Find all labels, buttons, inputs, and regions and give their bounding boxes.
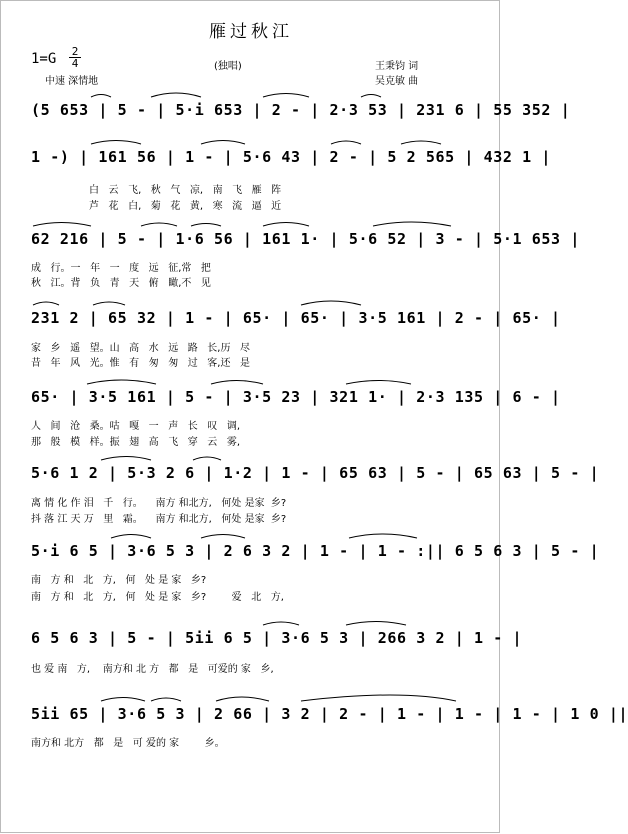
- notation-line-7: 5·i 6 5 | 3·6 5 3 | 2 6 3 2 | 1 - | 1 - :|| 6 5 6 3 | 5 - |: [31, 542, 600, 560]
- notation-line-5: 65· | 3·5 161 | 5 - | 3·5 23 | 321 1· | 2·3 135 | 6 - |: [31, 388, 561, 406]
- song-title: 雁过秋江: [209, 22, 293, 42]
- lyric-line-3a: 成 行。一 年 一 度 远 征,常 把: [31, 263, 211, 274]
- notation-line-4: 231 2 | 65 32 | 1 - | 65· | 65· | 3·5 161 | 2 - | 65· |: [31, 309, 561, 327]
- slur-arc: [111, 535, 151, 539]
- slur-arc: [93, 302, 125, 305]
- notation-line-2: 1 -) | 161 56 | 1 - | 5·6 43 | 2 - | 5 2 565 | 432 1 |: [31, 148, 552, 166]
- composer-credit: 吴克敏 曲: [375, 76, 419, 87]
- key-signature: 1=G: [31, 51, 57, 67]
- slur-arc: [101, 457, 151, 461]
- performance-note: (独唱): [214, 61, 242, 72]
- slur-arc: [91, 141, 141, 145]
- lyric-line-4b: 昔 年 风 光。惟 有 匆 匆 过 客,还 是: [31, 358, 251, 369]
- lyric-line-5b: 那 般 模 样。振 翅 高 飞 穿 云 雾,: [31, 437, 241, 448]
- tempo-marking: 中速 深情地: [45, 76, 99, 87]
- slur-arc: [101, 698, 145, 702]
- lyricist-credit: 王秉钧 词: [375, 61, 419, 72]
- slur-arc: [201, 141, 245, 145]
- lyric-line-8: 也 爱 南 方, 南方和 北 方 都 是 可爱的 家 乡,: [31, 664, 274, 675]
- slur-arc: [263, 94, 309, 98]
- lyric-line-6b: 抖 落 江 天 万 里 霜。 南方 和北方, 何处 是家 乡?: [31, 514, 287, 525]
- slur-arc: [301, 695, 456, 701]
- slur-arc: [349, 534, 417, 538]
- slur-arc: [331, 141, 361, 144]
- lyric-line-7a: 南 方 和 北 方, 何 处 是 家 乡?: [31, 575, 207, 586]
- notation-line-1: (5 653 | 5 - | 5·i 653 | 2 - | 2·3 53 | 231 6 | 55 352 |: [31, 101, 571, 119]
- slur-arc: [401, 141, 441, 144]
- notation-line-9: 5ii 65 | 3·6 5 3 | 2 66 | 3 2 | 2 - | 1 - | 1 - | 1 - | 1 0 ||: [31, 705, 628, 723]
- slur-arc: [263, 622, 299, 625]
- lyric-line-2b: 芦 花 白, 菊 花 黄, 寒 流 逼 近: [89, 201, 282, 212]
- slur-arc: [191, 224, 221, 227]
- time-signature: [69, 46, 81, 69]
- slur-arc: [361, 95, 381, 98]
- slur-arc: [87, 380, 156, 384]
- lyric-line-9: 南方和 北方 都 是 可 爱的 家 乡。: [31, 738, 225, 749]
- slur-arc: [91, 95, 111, 98]
- lyric-line-2a: 白 云 飞, 秋 气 凉, 南 飞 雁 阵: [89, 185, 282, 196]
- lyric-line-6a: 离 情 化 作 泪 千 行。 南方 和北方, 何处 是家 乡?: [31, 498, 287, 509]
- lyric-line-7b: 南 方 和 北 方, 何 处 是 家 乡? 爱 北 方,: [31, 592, 284, 603]
- notation-line-3: 62 216 | 5 - | 1·6 56 | 161 1· | 5·6 52 | 3 - | 5·1 653 |: [31, 230, 580, 248]
- slur-arc: [346, 381, 411, 385]
- time-signature-bottom: 4: [69, 57, 81, 69]
- slur-arc: [151, 698, 181, 701]
- lyric-line-4a: 家 乡 遥 望。山 高 水 远 路 长,历 尽: [31, 343, 251, 354]
- slur-arc: [201, 535, 245, 539]
- slur-arc: [151, 93, 201, 97]
- lyric-line-3b: 秋 江。背 负 青 天 俯 瞰,不 见: [31, 278, 211, 289]
- time-signature-top: 2: [71, 45, 79, 58]
- notation-line-8: 6 5 6 3 | 5 - | 5ii 6 5 | 3·6 5 3 | 266 3 2 | 1 - |: [31, 629, 523, 647]
- lyric-line-5a: 人 间 沧 桑。咕 嘎 一 声 长 叹 调,: [31, 421, 241, 432]
- slur-arc: [33, 302, 59, 305]
- slur-arc: [263, 223, 309, 227]
- slur-arc: [193, 457, 221, 460]
- slur-arc: [346, 622, 406, 626]
- slur-arc: [141, 223, 177, 226]
- slur-arc: [211, 381, 263, 385]
- slur-arc: [33, 223, 91, 227]
- slur-arc: [216, 697, 269, 701]
- slur-arc: [301, 301, 361, 305]
- notation-line-6: 5·6 1 2 | 5·3 2 6 | 1·2 | 1 - | 65 63 | 5 - | 65 63 | 5 - |: [31, 464, 600, 482]
- slur-arc: [373, 222, 451, 226]
